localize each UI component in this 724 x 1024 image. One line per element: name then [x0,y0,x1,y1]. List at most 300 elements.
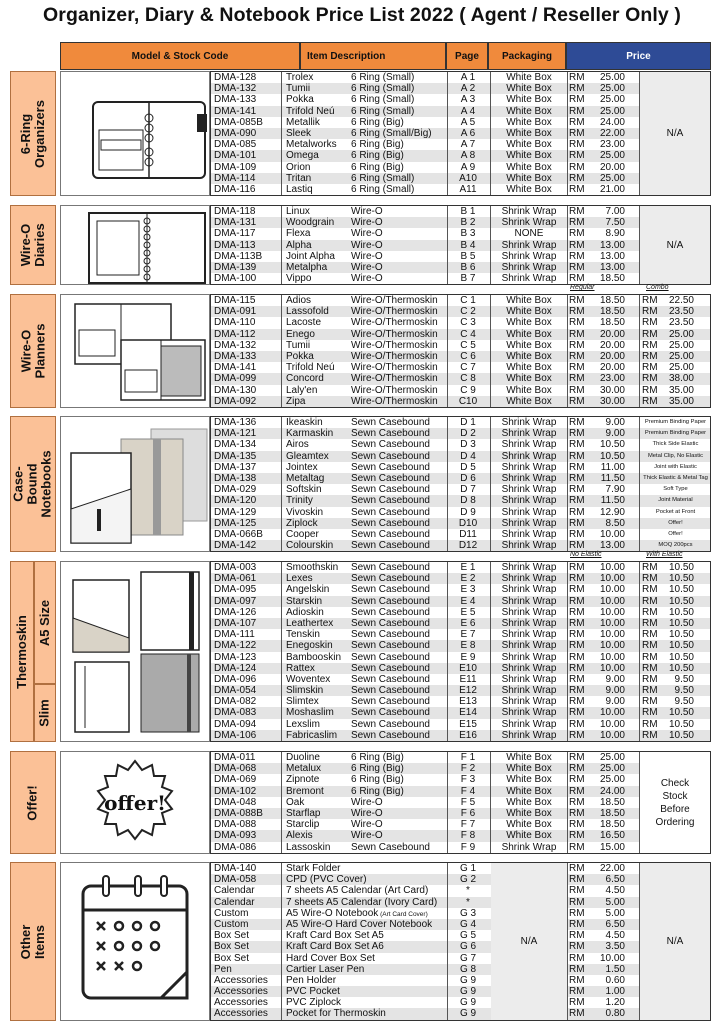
section-5 [10,561,711,742]
offer-badge-text: offer! [104,790,166,815]
currency: RM [569,273,585,285]
price-value: 20.00 [599,339,625,351]
item-name: Trolex [286,72,314,83]
table-row [211,707,710,718]
packaging: Shrink Wrap [501,629,557,641]
price-value: 10.00 [599,640,625,652]
item-name: Trinity [286,495,313,507]
item-name: Starskin [286,595,323,607]
page-ref: C 5 [460,339,476,351]
currency: RM [569,506,585,518]
page-ref: F 8 [460,830,476,842]
currency: RM [569,150,585,162]
currency: RM [569,896,585,908]
price-value: 20.00 [599,350,625,362]
table-row [211,228,710,239]
column-divider [447,417,448,551]
currency: RM [569,729,585,741]
binding-type: Wire-O [351,273,383,285]
column-divider [567,72,568,195]
stock-code: DMA-092 [214,395,257,407]
price-value: 11.50 [600,472,625,484]
item-name: Lassoskin [286,841,331,853]
section-4 [10,416,711,552]
price-value: 0.80 [605,1008,625,1020]
stock-code: DMA-069 [214,774,257,786]
price-value: 12.90 [599,506,625,518]
item-name: Starclip [286,819,320,831]
table-row [211,842,710,853]
price-value: 10.00 [599,573,625,585]
page-ref: * [466,896,470,908]
item-name: Metaltag [286,472,325,484]
column-divider [567,206,568,284]
binding-type: Sewn Casebound [351,506,430,518]
packaging: Shrink Wrap [501,617,557,629]
price-value: 13.00 [599,250,625,262]
binding-type: Sewn Casebound [351,540,430,552]
price-value: 1.50 [605,963,625,975]
binding-type: Sewn Casebound [351,562,430,573]
item-name: Softskin [286,484,322,496]
stock-code: DMA-128 [214,72,257,83]
stock-code: DMA-138 [214,472,257,484]
price-value: 10.00 [599,595,625,607]
stock-code: DMA-134 [214,439,257,451]
currency: RM [569,450,585,462]
binding-type: Sewn Casebound [351,584,430,596]
section-1 [10,71,711,196]
stock-code: DMA-048 [214,796,257,808]
page-ref: C 9 [460,384,476,396]
column-divider [639,417,640,551]
stock-code: DMA-115 [214,295,256,306]
item-name: Lastiq [286,183,313,195]
item-name: Cooper [286,528,319,540]
table-row [211,117,710,128]
item-description [286,885,446,896]
table-row [211,206,710,217]
page-ref: C 6 [460,350,476,362]
price-value-2: 10.50 [668,640,694,652]
currency: RM [569,139,585,151]
page-ref: D 7 [460,484,476,496]
currency: RM [642,640,658,652]
item-name: Ikeaskin [286,417,323,428]
stock-code: DMA-102 [214,785,257,797]
stock-code: DMA-083 [214,707,257,719]
price-value-2: 10.50 [668,573,694,585]
currency: RM [569,1008,585,1020]
packaging: Shrink Wrap [501,217,557,229]
currency: RM [569,997,585,1009]
page-ref: E 3 [460,584,476,596]
stock-code: DMA-141 [214,362,257,374]
packaging: White Box [506,752,552,763]
product-note: Joint Material [658,497,693,504]
page-ref: A 5 [460,116,476,128]
currency: RM [569,796,585,808]
header-price: Price [566,42,711,70]
packaging: White Box [506,819,552,831]
price-value: 18.50 [599,306,625,318]
item-name: Pocket for Thermoskin [286,1008,386,1020]
price-value: 13.00 [599,239,625,251]
binding-type: 6 Ring (Small) [351,172,415,184]
currency: RM [642,562,658,573]
binding-type: Sewn Casebound [351,617,430,629]
currency: RM [642,718,658,730]
currency: RM [569,707,585,719]
item-description [286,975,446,986]
table-row [211,652,710,663]
stock-code: DMA-097 [214,595,257,607]
item-name: Oak [286,796,305,808]
currency: RM [642,629,658,641]
item-name: Trifold Neú [286,105,335,117]
binding-type: Sewn Casebound [351,707,430,719]
page-ref: D10 [458,517,478,529]
currency: RM [569,94,585,106]
column-divider [490,417,491,551]
item-name: A5 Wire-O Notebook [286,907,379,919]
stock-code: DMA-054 [214,685,257,697]
currency: RM [642,350,658,362]
currency: RM [569,517,585,529]
packaging: White Box [506,150,552,162]
packaging: White Box [506,830,552,842]
item-name: Tumii [286,83,311,95]
item-description [286,953,446,964]
table-row [211,451,710,462]
currency: RM [569,217,585,229]
calendar-image [60,862,210,1021]
page-ref: A10 [459,172,477,184]
section-label-band [10,71,56,196]
item-name: Metalworks [286,139,337,151]
page-ref: E 2 [460,573,476,585]
stock-code: Box Set [214,952,250,964]
item-name: Duoline [286,752,320,763]
stock-code: DMA-133 [214,94,257,106]
price-value: 9.00 [605,417,625,428]
table-row [211,507,710,518]
table-row [211,184,710,195]
price-value: 18.50 [599,273,625,285]
item-description [286,874,446,885]
item-name: Metalpha [286,261,328,273]
item-name: Pokka [286,350,314,362]
page-ref: A 7 [460,139,476,151]
binding-type: Sewn Casebound [351,718,430,730]
section-table [210,862,711,1021]
section-label-band [10,751,56,854]
price-value: 30.00 [599,384,625,396]
packaging: White Box [506,774,552,786]
page-ref: A 4 [460,105,476,117]
table-row [211,462,710,473]
page-ref: E16 [459,729,477,741]
page-ref: E 1 [460,562,476,573]
page-ref: B 5 [460,250,476,262]
item-name: Vippo [286,273,312,285]
currency: RM [642,395,658,407]
binding-type: Wire-O [351,261,383,273]
packaging: White Box [506,763,552,775]
item-name: Lexes [286,573,313,585]
stock-code: DMA-141 [214,105,257,117]
item-description [286,908,446,919]
price-value: 25.00 [599,752,625,763]
table-row [211,607,710,618]
packaging: Shrink Wrap [501,461,557,473]
price-value: 1.20 [605,997,625,1009]
stock-code: DMA-061 [214,573,257,585]
subsection-slim-text: Slim [37,699,52,727]
item-name: Lassofold [286,306,329,318]
currency: RM [569,718,585,730]
page-ref: E11 [459,673,477,685]
currency: RM [569,183,585,195]
price-subheader-1: Regular [570,284,595,291]
item-description [286,919,446,930]
table-row [211,495,710,506]
currency: RM [569,562,585,573]
binding-type: Sewn Casebound [351,517,430,529]
stock-code: DMA-139 [214,261,257,273]
currency: RM [569,328,585,340]
currency: RM [642,306,658,318]
binding-type: Sewn Casebound [351,841,430,853]
binding-type: Sewn Casebound [351,606,430,618]
page-ref: G 5 [459,930,477,942]
column-divider [639,295,640,407]
item-name: Angelskin [286,584,330,596]
binding-type: 6 Ring (Small) [351,83,415,95]
stock-code: DMA-137 [214,461,257,473]
binding-type: Wire-O/Thermoskin [351,328,438,340]
column-divider [639,562,640,741]
table-row [211,885,710,896]
product-note: Premium Binding Paper [644,419,707,425]
subsection-a5-text: A5 Size [37,599,52,646]
item-name: Adios [286,295,312,306]
currency: RM [569,105,585,117]
binding-type: 6 Ring (Big) [351,139,404,151]
price-value: 13.00 [599,261,625,273]
column-divider [447,72,448,195]
stock-code: DMA-112 [214,328,256,340]
stock-code: DMA-086 [214,841,257,853]
price-value-2: 25.00 [668,339,694,351]
page-ref: G 7 [459,952,477,964]
binding-type: Sewn Casebound [351,439,430,451]
packaging: Shrink Wrap [501,651,557,663]
price-value-2: 25.00 [668,362,694,374]
section-label [11,206,55,284]
currency: RM [569,250,585,262]
price-note: N/A [640,206,710,284]
item-name: Lexslim [286,718,320,730]
item-description [286,941,446,952]
price-value: 9.00 [605,696,625,708]
currency: RM [569,172,585,184]
page-ref: A 1 [460,72,476,83]
stock-code: Pen [214,963,232,975]
item-name: PVC Ziplock [286,997,342,1009]
packaging: White Box [506,183,552,195]
packaging: White Box [506,395,552,407]
table-row [211,295,710,306]
product-note: MOQ 200pcs [658,542,693,549]
price-value: 7.00 [605,206,625,217]
stock-code: DMA-136 [214,417,257,428]
currency: RM [569,986,585,998]
currency: RM [642,373,658,385]
price-value: 11.00 [600,461,625,473]
price-value-2: 10.50 [668,584,694,596]
page-ref: F 6 [460,807,476,819]
column-divider [567,295,568,407]
item-name: Trifold Neú [286,362,335,374]
price-value: 15.00 [599,841,625,853]
price-value: 25.00 [599,172,625,184]
price-value: 4.50 [605,885,625,897]
packaging: Shrink Wrap [501,662,557,674]
page-ref: F 3 [460,774,476,786]
item-name: Cartier Laser Pen [286,963,365,975]
item-name: Gleamtex [286,450,329,462]
section-label-band [10,205,56,285]
table-row [211,897,710,908]
section-3 [10,294,711,408]
notebook-image [60,416,210,552]
price-value: 21.00 [599,183,625,195]
page-ref: A 2 [460,83,476,95]
stock-code: Calendar [214,896,255,908]
item-name: Woventex [286,673,331,685]
item-name: Sleek [286,127,312,139]
table-row [211,262,710,273]
currency: RM [642,328,658,340]
item-name: Concord [286,373,324,385]
stock-code: DMA-011 [214,752,256,763]
stock-code: DMA-099 [214,373,257,385]
table-row [211,72,710,83]
currency: RM [569,763,585,775]
table-row [211,439,710,450]
currency: RM [569,72,585,83]
column-divider [281,72,282,195]
currency: RM [569,807,585,819]
page-ref: E10 [459,662,477,674]
currency: RM [569,239,585,251]
stock-code: DMA-094 [214,718,257,730]
packaging: White Box [506,139,552,151]
binding-type: Sewn Casebound [351,484,430,496]
packaging: White Box [506,373,552,385]
binding-type: 6 Ring (Big) [351,116,404,128]
item-name: Adioskin [286,606,324,618]
binding-type: Sewn Casebound [351,640,430,652]
packaging: Shrink Wrap [501,606,557,618]
price-value: 10.00 [599,651,625,663]
page-ref: E12 [459,685,477,697]
section-table [210,751,711,854]
page-ref: G 3 [459,907,477,919]
stock-code: DMA-117 [214,228,256,240]
item-name: Laly'en [286,384,318,396]
table-row [211,329,710,340]
binding-type: Sewn Casebound [351,629,430,641]
table-row [211,618,710,629]
column-divider [567,562,568,741]
item-name: Kraft Card Box Set A6 [286,941,384,953]
table-row [211,317,710,328]
table-row [211,417,710,428]
binding-type: 6 Ring (Big) [351,763,404,775]
packaging: Shrink Wrap [501,595,557,607]
price-value-2: 10.50 [668,595,694,607]
packaging: Shrink Wrap [501,495,557,507]
product-note: Joint with Elastic [654,463,697,470]
packaging: Shrink Wrap [501,273,557,285]
currency: RM [642,696,658,708]
table-row [211,83,710,94]
table-row [211,251,710,262]
packaging: Shrink Wrap [501,206,557,217]
binding-type: Wire-O/Thermoskin [351,306,438,318]
stock-code: DMA-029 [214,484,257,496]
stock-code: DMA-085 [214,139,257,151]
page-ref: F 9 [460,841,476,853]
table-row [211,396,710,407]
stock-code: DMA-122 [214,640,257,652]
packaging: Shrink Wrap [501,573,557,585]
section-label [11,562,33,741]
page-ref: D 6 [460,472,476,484]
stock-code: DMA-082 [214,696,257,708]
column-divider [490,295,491,407]
price-value: 25.00 [599,83,625,95]
currency: RM [569,885,585,897]
item-name: Linux [286,206,310,217]
table-row [211,953,710,964]
price-value: 5.00 [605,907,625,919]
currency: RM [569,930,585,942]
stock-code: DMA-003 [214,562,257,573]
section-7 [10,862,711,1021]
price-value: 25.00 [599,774,625,786]
column-divider [447,295,448,407]
page-ref: A 9 [460,161,476,173]
item-name: Zipnote [286,774,320,786]
stock-code: DMA-101 [214,150,257,162]
price-value: 18.50 [599,295,625,306]
section-label-text: Wire-O Diaries [18,223,47,267]
item-name: Starflap [286,807,321,819]
item-description [286,930,446,941]
binding-type: Sewn Casebound [351,651,430,663]
currency: RM [569,673,585,685]
currency: RM [569,941,585,953]
section-2 [10,205,711,285]
binding-type: Sewn Casebound [351,685,430,697]
table-row [211,150,710,161]
currency: RM [569,662,585,674]
currency: RM [569,261,585,273]
binding-type: 6 Ring (Big) [351,785,404,797]
